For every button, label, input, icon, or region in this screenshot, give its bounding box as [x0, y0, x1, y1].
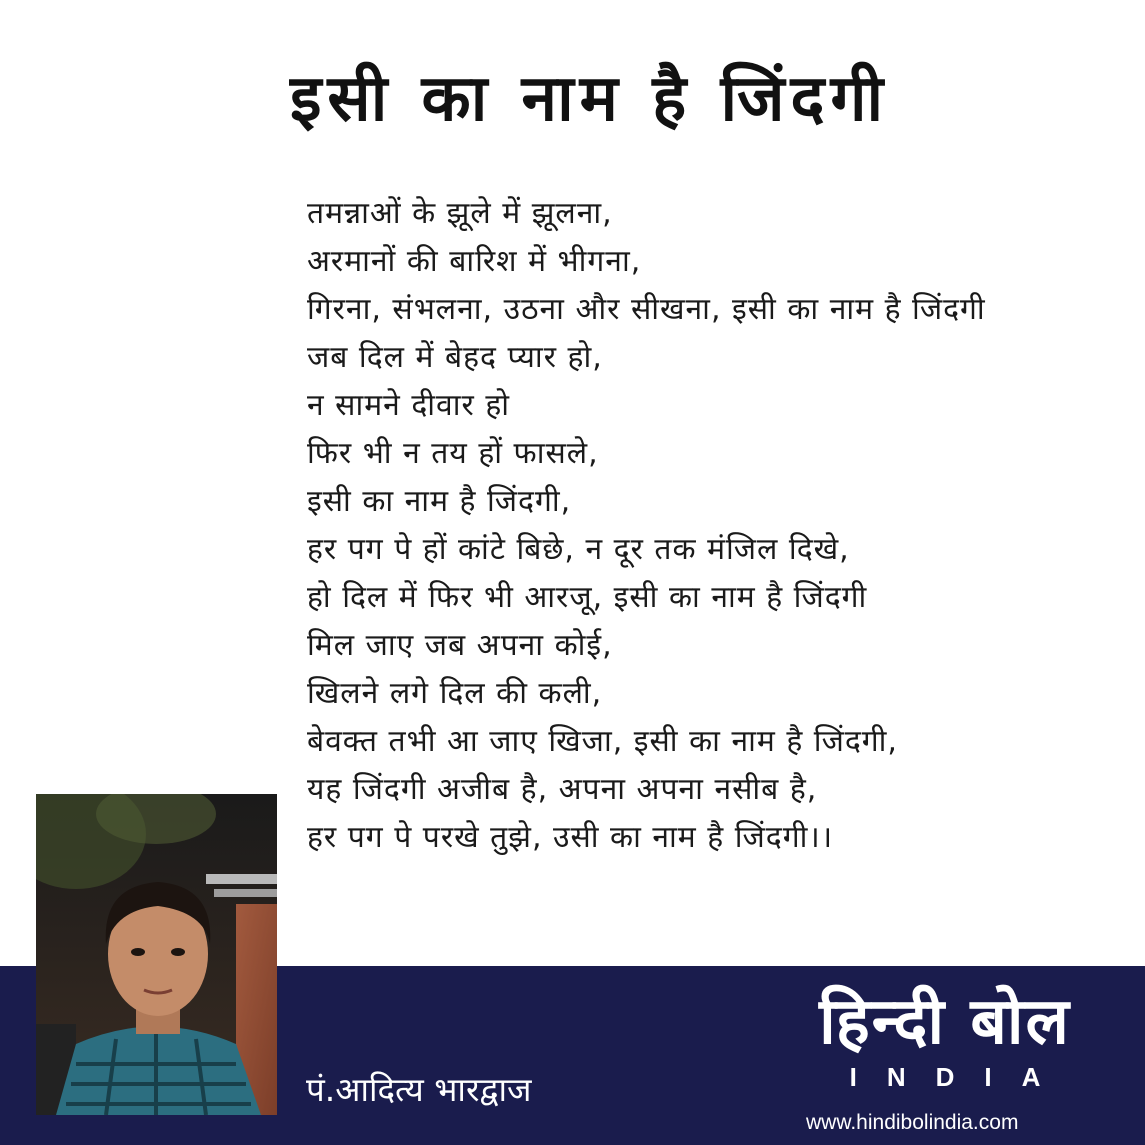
author-photo: [36, 794, 277, 1115]
poem-line: हर पग पे परखे तुझे, उसी का नाम है जिंदगी।।: [307, 820, 834, 855]
poem-line: हो दिल में फिर भी आरजू, इसी का नाम है जिंदगी: [307, 580, 868, 615]
poem-line: न सामने दीवार हो: [307, 388, 511, 423]
poem-line: मिल जाए जब अपना कोई,: [307, 628, 613, 663]
poem-line: इसी का नाम है जिंदगी,: [307, 484, 572, 519]
poem-line: जब दिल में बेहद प्यार हो,: [307, 340, 603, 375]
brand-name: हिन्दी बोल: [819, 985, 1071, 1059]
poem-line: खिलने लगे दिल की कली,: [307, 676, 603, 711]
poem-line: गिरना, संभलना, उठना और सीखना, इसी का नाम है जिंदगी: [307, 292, 986, 327]
poem-title: इसी का नाम है जिंदगी: [290, 62, 890, 136]
poem-line: यह जिंदगी अजीब है, अपना अपना नसीब है,: [307, 772, 818, 807]
poem-line: तमन्नाओं के झूले में झूलना,: [307, 196, 613, 231]
poem-line: बेवक्त तभी आ जाए खिजा, इसी का नाम है जिंदगी,: [307, 724, 898, 759]
poem-line: फिर भी न तय हों फासले,: [307, 436, 599, 471]
poem-line: हर पग पे हों कांटे बिछे, न दूर तक मंजिल दिखे,: [307, 532, 850, 567]
website-url: www.hindibolindia.com: [806, 1111, 1019, 1134]
poem-line: अरमानों की बारिश में भीगना,: [307, 244, 642, 279]
brand-subtitle: INDIA: [849, 1062, 1071, 1092]
author-name: पं.आदित्य भारद्वाज: [306, 1070, 532, 1109]
poem-body: [307, 190, 1137, 862]
brand-logo: [790, 982, 1100, 1092]
